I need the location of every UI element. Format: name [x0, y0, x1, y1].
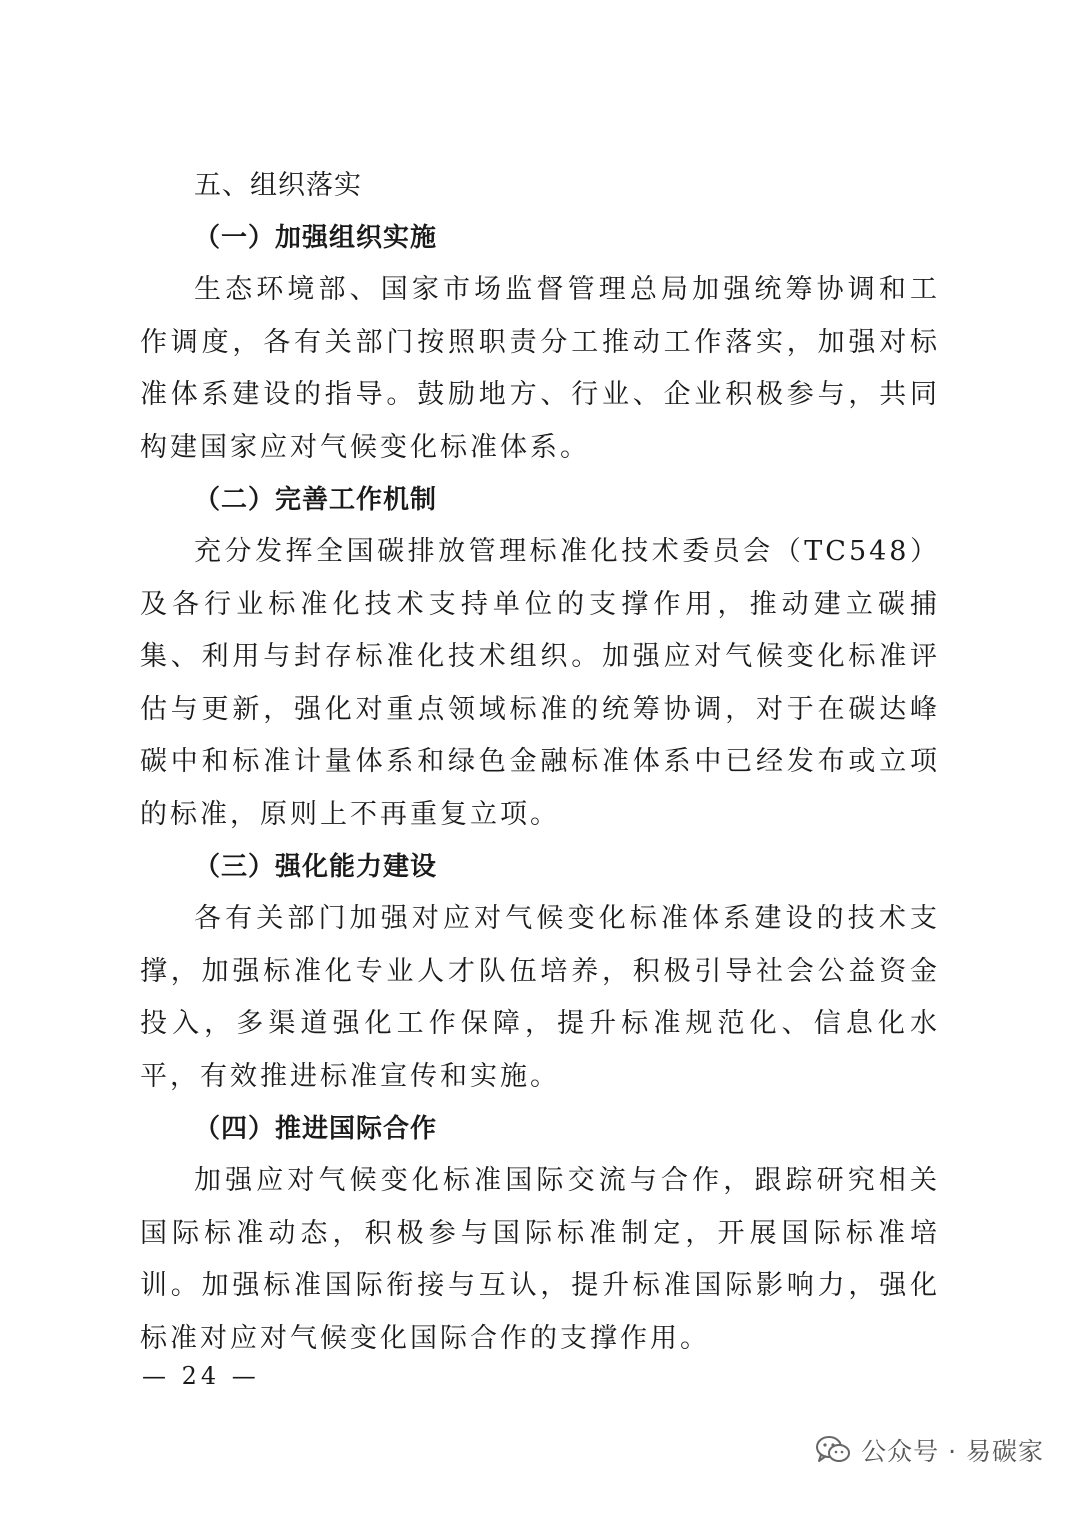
document-body [140, 160, 940, 1365]
section-body-3: 各有关部门加强对应对气候变化标准体系建设的技术支撑，加强标准化专业人才队伍培养，积极引导社会公益资金投入，多渠道强化工作保障，提升标准规范化、信息化水平，有效推进标准宣传和实施。 [140, 903, 940, 1092]
section-heading-4: （四）推进国际合作 [194, 1114, 438, 1144]
page-number: — 24 — [142, 1362, 260, 1390]
watermark-text: 公众号 · 易碳家 [861, 1437, 1044, 1466]
section-heading-3: （三）强化能力建设 [194, 852, 438, 882]
section-body-1: 生态环境部、国家市场监督管理总局加强统筹协调和工作调度，各有关部门按照职责分工推动工作落实，加强对标准体系建设的指导。鼓励地方、行业、企业积极参与，共同构建国家应对气候变化标准体系。 [140, 274, 940, 463]
section-heading-2: （二）完善工作机制 [194, 485, 438, 515]
chapter-title: 五、组织落实 [194, 170, 362, 201]
section-heading-1: （一）加强组织实施 [194, 223, 438, 253]
watermark [815, 1432, 1044, 1468]
section-body-2: 充分发挥全国碳排放管理标准化技术委员会（TC548）及各行业标准化技术支持单位的支撑作用，推动建立碳捕集、利用与封存标准化技术组织。加强应对气候变化标准评估与更新，强化对重点领域标准的统筹协调，对于在碳达峰碳中和标准计量体系和绿色金融标准体系中已经发布或立项的标准，原则上不再重复立项。 [140, 536, 940, 830]
section-body-4: 加强应对气候变化标准国际交流与合作，跟踪研究相关国际标准动态，积极参与国际标准制定，开展国际标准培训。加强标准国际衔接与互认，提升标准国际影响力，强化标准对应对气候变化国际合作的支撑作用。 [140, 1165, 940, 1354]
wechat-icon [815, 1435, 851, 1465]
